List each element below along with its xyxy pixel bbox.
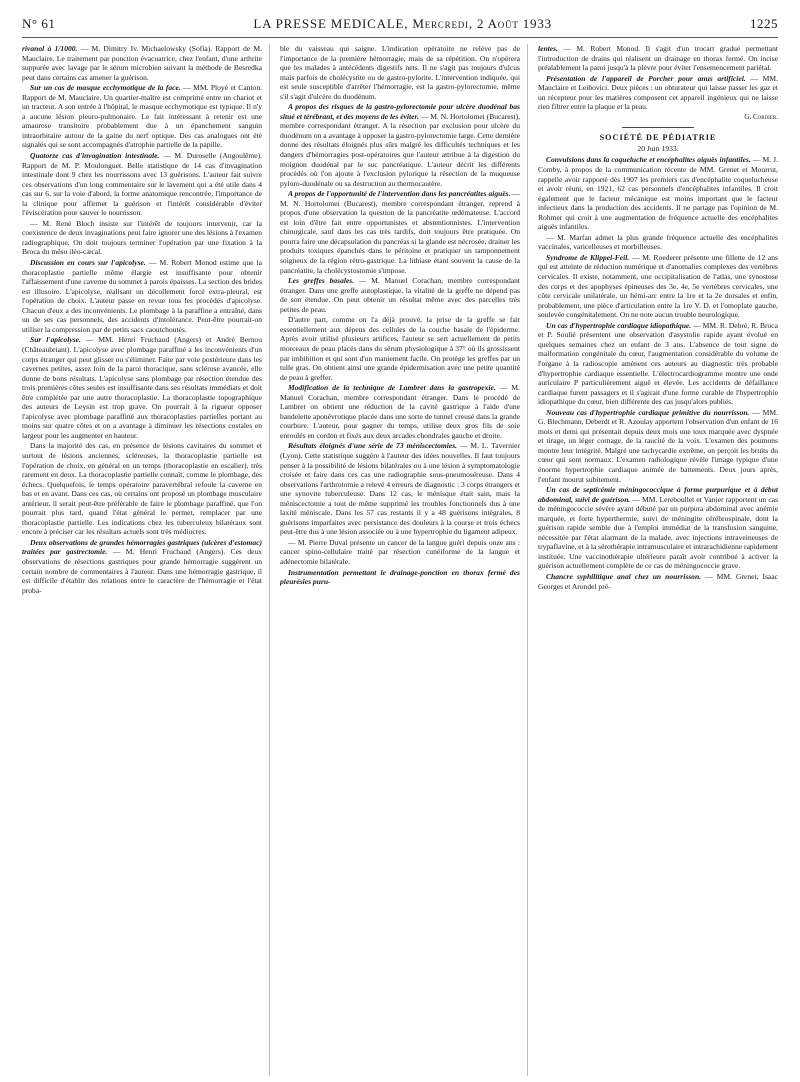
paragraph bbox=[22, 44, 262, 82]
paragraph-body: — M. Marfan admet la plus grande fréquence actuelle des encéphalites vaccinales, varicelleuses et morbilleuses. bbox=[538, 232, 778, 252]
paragraph bbox=[280, 102, 520, 188]
paragraph-title: Chancre syphilitique anal chez un nourrisson. bbox=[546, 571, 702, 581]
paragraph-body: — MM. G. Blechmann, Deberdt et R. Azoulay apportent l'observation d'un enfant de 16 mois et demi qui présentait depuis deux mois une toux marquée avec dyspnée et tirage, un léger cornage, de la raucité de la voix. L'examen des poumons montre leur intégrité. Malgré une tachycardie extrême, on perçoit les bruits du cœur qui sont normaux. L'examen radiologique révèle l'image typique d'une énorme hypertrophie cardiaque animée de battements. Deux jours après, l'enfant mourut subitement. bbox=[538, 407, 778, 484]
paragraph-title: rivanol à 1/1000. bbox=[22, 44, 78, 53]
society-date: 20 Juin 1933. bbox=[637, 143, 679, 153]
paragraph-title: Un cas d'hypertrophie cardiaque idiopathique. bbox=[546, 320, 692, 330]
paragraph bbox=[538, 155, 778, 231]
paragraph-body: — M. Roederer présente une fillette de 12 ans qui est atteinte de réduction numérique et d'anomalies complexes des vertèbres cervicales. Il existe, notamment, une occipitalisation de l'atlas, une synostose des corps et des apophyses épineuses des 3e, 4e, 5e vertèbres cervicales, une côte cervicale unilatérale, un hémi-arc entre la 1re et la 2e dorsales et enfin, probablement, une pièce d'articulation entre la 1re V. D. et l'omoplate gauche, soulevée congénitalement. On ne note aucun trouble neurologique. bbox=[538, 252, 778, 320]
paragraph bbox=[280, 538, 520, 567]
running-header bbox=[22, 16, 778, 34]
paragraph-body: Dans la majorité des cas, en présence de lésions cavitaires du sommet et surtout de lésions anciennes, scléreuses, la thoracoplastie partielle est l'opération de choix, en général en un temps (thoracoplastie en escalier), très rarement en deux. La thoracoplastie partielle connaît, comme le plombage, des échecs. Quelquefois, le temps opératoire paravertébral refoule la caverne en bas et en avant. Dans ces cas, où certains ont proposé un plombage musculaire antérieur, il serait peut-être préférable de faire le plombage paraffiné, que l'on pourrait plus tard, quand l'état général le permet, remplacer par une thoracoplastie partielle. Les indications chez les tuberculeux bilatéraux sont encore à préciser car les résultats actuels sont très médiocres. bbox=[22, 441, 262, 537]
society-heading: SOCIÉTÉ DE PÉDIATRIE bbox=[599, 133, 717, 143]
paragraph bbox=[22, 441, 262, 536]
paragraph-body: — M. Pierre Duval présente un cancer de la langue guéri depuis onze ans : cancer spino-cellulaire traité par résection cunéiforme de la langue et adénectomie bilatérale. bbox=[280, 537, 520, 566]
paragraph bbox=[538, 572, 778, 591]
page-number: 1225 bbox=[749, 16, 778, 31]
paragraph-title: Instrumentation permettant le drainage-ponction en thorax fermé des pleurésies puru- bbox=[280, 567, 520, 587]
column-1 bbox=[22, 44, 270, 1076]
paragraph-body: — M. Robert Monod. Il s'agit d'un trocart gradué permettant l'introduction de drains qui réalisent un drainage en thorax fermé. On incise préalablement la paroi jusqu'à la plèvre pour éviter l'ensemencement pariétal. bbox=[538, 44, 778, 73]
paragraph-body: — M. L. Tavernier (Lyon). Cette statistique suggère à l'auteur des idées nouvelles. Il faut toujours penser à la possibilité de lésions bilatérales ou à une lésion à symptomatologie croisée et faire dans ces cas une radiographie sous-pneumoséreuse. Dans 4 observations l'arthrotomie a relevé 4 erreurs de diagnostic : 3 corps étrangers et une synovite tuberculeuse. Dans 12 cas, le ménisque était sain, mais la méniscectomie a tout de même supprimé les troubles fonctionnels dus à une laxité méniscale. Dans les 57 cas restants il y a 48 guérisons intégrales, 8 guérisons imparfaites avec persistance des douleurs à la course et trois échecs peut-être dus à une lésion associée ou à une hypertrophie du ligament adipeux. bbox=[280, 441, 520, 537]
paragraph bbox=[538, 485, 778, 571]
paragraph-body: — M. Henri Fruchaud (Angers). Ces deux observations de résections gastriques pour grande hémorragie suggèrent un certain nombre de commentaires à l'auteur. Dans une hémorragie gastrique, il est difficile d'établir des relations entre le caractère de l'hémorragie et l'état proba- bbox=[22, 547, 262, 595]
issue-number: N° 61 bbox=[22, 16, 56, 31]
paragraph-title: Nouveau cas d'hypertrophie cardiaque primitive du nourrisson. bbox=[546, 407, 750, 417]
paragraph-body: D'autre part, comme on l'a déjà prouvé, la prise de la greffe se fait essentiellement aux dépens des cellules de la couche basale de l'épiderme. Après avoir utilisé plusieurs artifices, l'auteur se sert actuellement de petits morceaux de peau placés dans du sérum physiologique à 37° où ils grossissent par imbibition et qui sont d'un maniement facile. On protège les greffes par un tulle gras. On obtient ainsi une grande épidermisation avec une petite quantité de peau à greffer. bbox=[280, 315, 520, 382]
paragraph bbox=[22, 151, 262, 218]
paragraph-body: — MM. Henri Fruchaud (Angers) et André Bernou (Châteaubriant). L'apicolyse avec plombage paraffiné a les inconvénients d'un corps étranger qui peut glisser ou s'éliminer. Faite par voie postérieure dans les cavernes petites, assez loin de la paroi thoracique, sans sclérose avancée, elle donne de bons résultats. L'apicolyse sans plombage par résection étendue des trois premières côtes seules est insuffisante dans ses résultats immédiats et doit être complétée par une autre thoracoplastie. La thoracoplastie topographique des auteurs de Leysin est trop grave. On pourrait à la rigueur opposer l'apicolyse avec plombage paraffiné aux thoracoplasties partielles portant au moins sur quatre côtes et on a avantage à diminuer les résections costales en largeur pour les augmenter en hauteur. bbox=[22, 335, 262, 440]
paragraph bbox=[22, 335, 262, 440]
paragraph bbox=[538, 321, 778, 407]
column-2 bbox=[280, 44, 528, 1076]
paragraph-title: Les greffes basales. bbox=[288, 276, 355, 286]
paragraph bbox=[538, 44, 778, 73]
paragraph-title: Un cas de septicémie méningococcique à forme purpurique et à début abdominal, suivi de guérison. bbox=[538, 485, 778, 504]
paragraph-body: — MM. Mauclaire et Leibovici. Deux pièces : un obturateur qui laisse passer les gaz et un récepteur pour les matières composent cet appareil ingénieux qui ne laisse rien filtrer entre la plaque et la peau. bbox=[538, 73, 778, 112]
header-rule bbox=[22, 37, 778, 38]
signature: G. Cordier. bbox=[744, 112, 778, 121]
paragraph-title: Modification de la technique de Lambret dans la gastropexie. bbox=[288, 383, 496, 393]
column-3 bbox=[538, 44, 778, 1076]
paragraph bbox=[280, 383, 520, 440]
paragraph bbox=[280, 441, 520, 536]
paragraph-body: — M. Robert Monod estime que la thoracoplastie partielle même élargie est insuffisante pour obtenir l'affaissement d'une caverne du sommet à parois épaisses. La section des brides est illusoire. L'apicolyse, réalisant un décollement forcé extra-pleural, est l'opération de choix. L'auteur passe en revue tous les procédés d'apicolyse. Chacun d'eux a des inconvénients. Le plombage à la paraffine a entraîné, dans un de ses cas personnels, des accidents d'intolérance. Peut-être pourrait-on utiliser la compression par de petits sacs caoutchoutés. bbox=[22, 258, 262, 334]
paragraph-title: Discussion en cours sur l'apicolyse. bbox=[30, 258, 146, 268]
paragraph-body: — M. J. Comby, à propos de la communication récente de MM. Grenet et Mourrut, rappelle avoir rapporté dès 1907 les premiers cas d'encéphalite coquelucheuse et avoir réuni, en 1921, 62 cas personnels d'encéphalites infantiles. Il croit également que le facteur mécanique est moins important que le facteur infectieux dans la production des accidents. Il ne partage pas l'opinion de M. Rohmer qui croit à une augmentation de fréquence actuelle des encéphalites aiguës infantiles. bbox=[538, 155, 778, 232]
paragraph-title: A propos de l'opportunité de l'intervention dans les pancréatites aiguës. bbox=[288, 189, 511, 199]
paragraph-body: — M. N. Hortolomei (Bucarest), membre correspondant étranger. A la résection par exclusion pour ulcère du duodénum on a avantage à opposer la gastro-pylorectomie large. Cette dernière donne des résultats éloignés plus sûrs malgré les difficultés techniques et les dangers d'hémorragies post-opératoires que l'auteur attribue à la digestion du moignon duodénal par le suc pancréatique. L'auteur décrit les différents procédés où l'on ajoute à l'exclusion pylorique la résection de la muqueuse pyloro-duodénale ou sa destruction au thermocautère. bbox=[280, 111, 520, 188]
paragraph bbox=[280, 276, 520, 314]
paragraph bbox=[22, 538, 262, 595]
paragraph-body: — MM. Ployé et Canton. Rapport de M. Mauclaire. Un quartier-maître est comprimé entre un chariot et un tracteur. A son entrée à l'hôpital, le masque ecchymotique est typique. Il n'y a aucune lésion pleuro-pulmonaire. Le fait intéressant à retenir est une amaurose transitoire probablement due à un épanchement sanguin intraorbitaire autour de la gaine du nerf optique. Des cas analogues ont été signalés qui se sont accompagnés d'atrophie partielle de la papille. bbox=[22, 83, 262, 150]
paragraph-title: Résultats éloignés d'une série de 73 méniscectomies. bbox=[288, 441, 458, 451]
paragraph bbox=[538, 408, 778, 484]
paragraph-body: — M. Duroselle (Angoulême). Rapport de M. P. Moulonguet. Belle statistique de 14 cas d'invagination intestinale dont 9 chez les nourrissons avec 13 guérisons. L'auteur fait suivre ces observations d'un long commentaire sur le lavement qui a été utile dans 4 cas sur 6, sur la voie d'abord, la forme anatomique rencontrée, l'importance de la clinique pour affirmer la guérison et l'intérêt considérable d'éviter l'éviscération pour sauver le nourrisson. bbox=[22, 151, 263, 218]
paragraph-title: Quatorze cas d'invagination intestinale. bbox=[30, 151, 160, 161]
paragraph bbox=[280, 189, 520, 275]
paragraph-body: — MM. Grenet, Isaac Georges et Arondel pré- bbox=[538, 571, 778, 591]
paragraph bbox=[22, 258, 262, 334]
journal-title: LA PRESSE MEDICALE, Mercredi, 2 Août 1933 bbox=[253, 16, 552, 31]
paragraph-body: ble du vaisseau qui saigne. L'indication opératoire ne relève pas de l'importance de la première hémorragie, mais de sa répétition. On n'opérera que les malades à antécédents digestifs nets. Il ne s'agit pas toujours d'ulcus mais parfois de cholécystite ou de gastro-pylorite. L'intervention indiquée, qui est seule susceptible d'arrêter l'hémorragie, est la gastro-pylorectomie, même s'il s'agit d'ulcère du duodénum. bbox=[280, 44, 520, 101]
paragraph bbox=[22, 83, 262, 150]
paragraph-title: lentes. bbox=[538, 44, 558, 53]
paragraph-title: Présentation de l'appareil de Porcher pour anus artificiel. bbox=[546, 73, 746, 83]
paragraph-title: Convulsions dans la coqueluche et encéphalites aiguës infantiles. bbox=[546, 155, 751, 165]
paragraph-body: — MM. R. Debré, R. Broca et P. Soulié présentent une observation d'asystolie rapide ayant évolué en quelques semaines chez un enfant de 3 ans. L'absence de tout signe de malformation congénitale du cœur, l'augmentation considérable du volume de l'organe à la radioscopie amènent ces auteurs au diagnostic très probable d'hypertrophie cardiaque essentielle. L'électrocardiogramme montre une onde auriculaire P particulièrement aiguë et élevée. Les accidents de défaillance cardiaque furent passagers et il s'agirait d'une forme curable de l'hypertrophie idiopathique du cœur, bien différente des cas jusqu'alors publiés. bbox=[538, 320, 778, 407]
paragraph-title: Sur l'apicolyse. bbox=[30, 335, 81, 345]
paragraph bbox=[538, 253, 778, 320]
paragraph bbox=[280, 315, 520, 382]
paragraph bbox=[280, 44, 520, 101]
paragraph-body: — M. Dimitry Iv. Michaelowsky (Sofia). Rapport de M. Mauclaire. Le traitement par ponction évacuatrice, chez l'enfant, d'une arthrite suppurée avec lavage par le sérum microbien suivant la méthode de Besredka peut dans certains cas amener la guérison. bbox=[22, 44, 262, 82]
paragraph-body: — M. Manuel Corachan, membre correspondant étranger. Dans une greffe autoplastique, la vitalité de la greffe ne dépend pas de son étendue. On peut obtenir un résultat même avec des parcelles très petites de peau. bbox=[280, 276, 521, 314]
paragraph-body: — MM. Lereboullet et Vanier rapportent un cas de méningococcie sévère ayant débuté par un purpura abdominal avec anémie marquée, et forte hyperthermie, suivi de méningite cérébrospinale, dont la guérison rapide semble due à l'emploi immédiat de la transfusion sanguine, nécessitée par l'état alarmant de la malade, avec injections intraveineuses de trypaflavine, et à la sérothérapie intramusculaire et intrarachidienne rapidement instituée. Une vaccinothérapie ultérieure paraît avoir contribué à activer la guérison actuellement complète de ce cas de méningococcie grave. bbox=[538, 494, 778, 571]
paragraph bbox=[280, 568, 520, 587]
paragraph bbox=[538, 74, 778, 112]
columns bbox=[22, 44, 778, 1076]
paragraph bbox=[22, 219, 262, 257]
paragraph-title: Sur un cas de masque ecchymotique de la face. bbox=[30, 83, 181, 93]
paragraph-body: — M. N. Hortolomei (Bucarest), membre correspondant étranger, reprend à propos d'une observation la question de la pancréatite œdémateuse. L'accord est loin d'être fait entre opportunistes et abstentionnistes. L'intervention chirurgicale, sauf dans les cas très tardifs, doit toujours être pratiquée. On pourra faire une décapsulation du pancréas si la glande est nécrosée, drainer les produits toxiques épanchés dans le péritoine et pratiquer un tamponnement soigneux de la région rétro-gastrique. La lithiase étant souvent la cause de la pancréatite, la cholécystostomie s'impose. bbox=[280, 189, 521, 275]
paragraph-title: A propos des risques de la gastro-pylorectomie pour ulcère duodénal bas situé et térébrant, et des moyens de les éviter. bbox=[280, 102, 520, 121]
paragraph-title: Syndrome de Klippel-Feil. bbox=[546, 252, 630, 262]
section-rule bbox=[622, 127, 694, 128]
paragraph-body: — M. Manuel Corachan, membre correspondant étranger. Dans le procédé de Lambret on obtient une réduction de la cavité gastrique à l'aide d'une bandelette aponévrotique placée dans une sorte de tunnel creusé dans la grande courbure. L'auteur, pour gagner du temps, utilise deux gros fils de soie enroulés en cordon et fixés aux deux arcades chondrales gauche et droite. bbox=[280, 383, 520, 440]
paragraph-body: — M. René Bloch insiste sur l'intérêt de toujours intervenir, car la coexistence de deux invaginations peut faire ignorer une des lésions à l'examen radiographique. On doit toujours terminer l'opération par une fixation à la Broca du méso iléo-cæcal. bbox=[22, 218, 262, 257]
paragraph-title: Deux observations de grandes hémorragies gastriques (ulcères d'estomac) traitées par gastrectomie. bbox=[22, 537, 262, 557]
paragraph bbox=[538, 233, 778, 252]
